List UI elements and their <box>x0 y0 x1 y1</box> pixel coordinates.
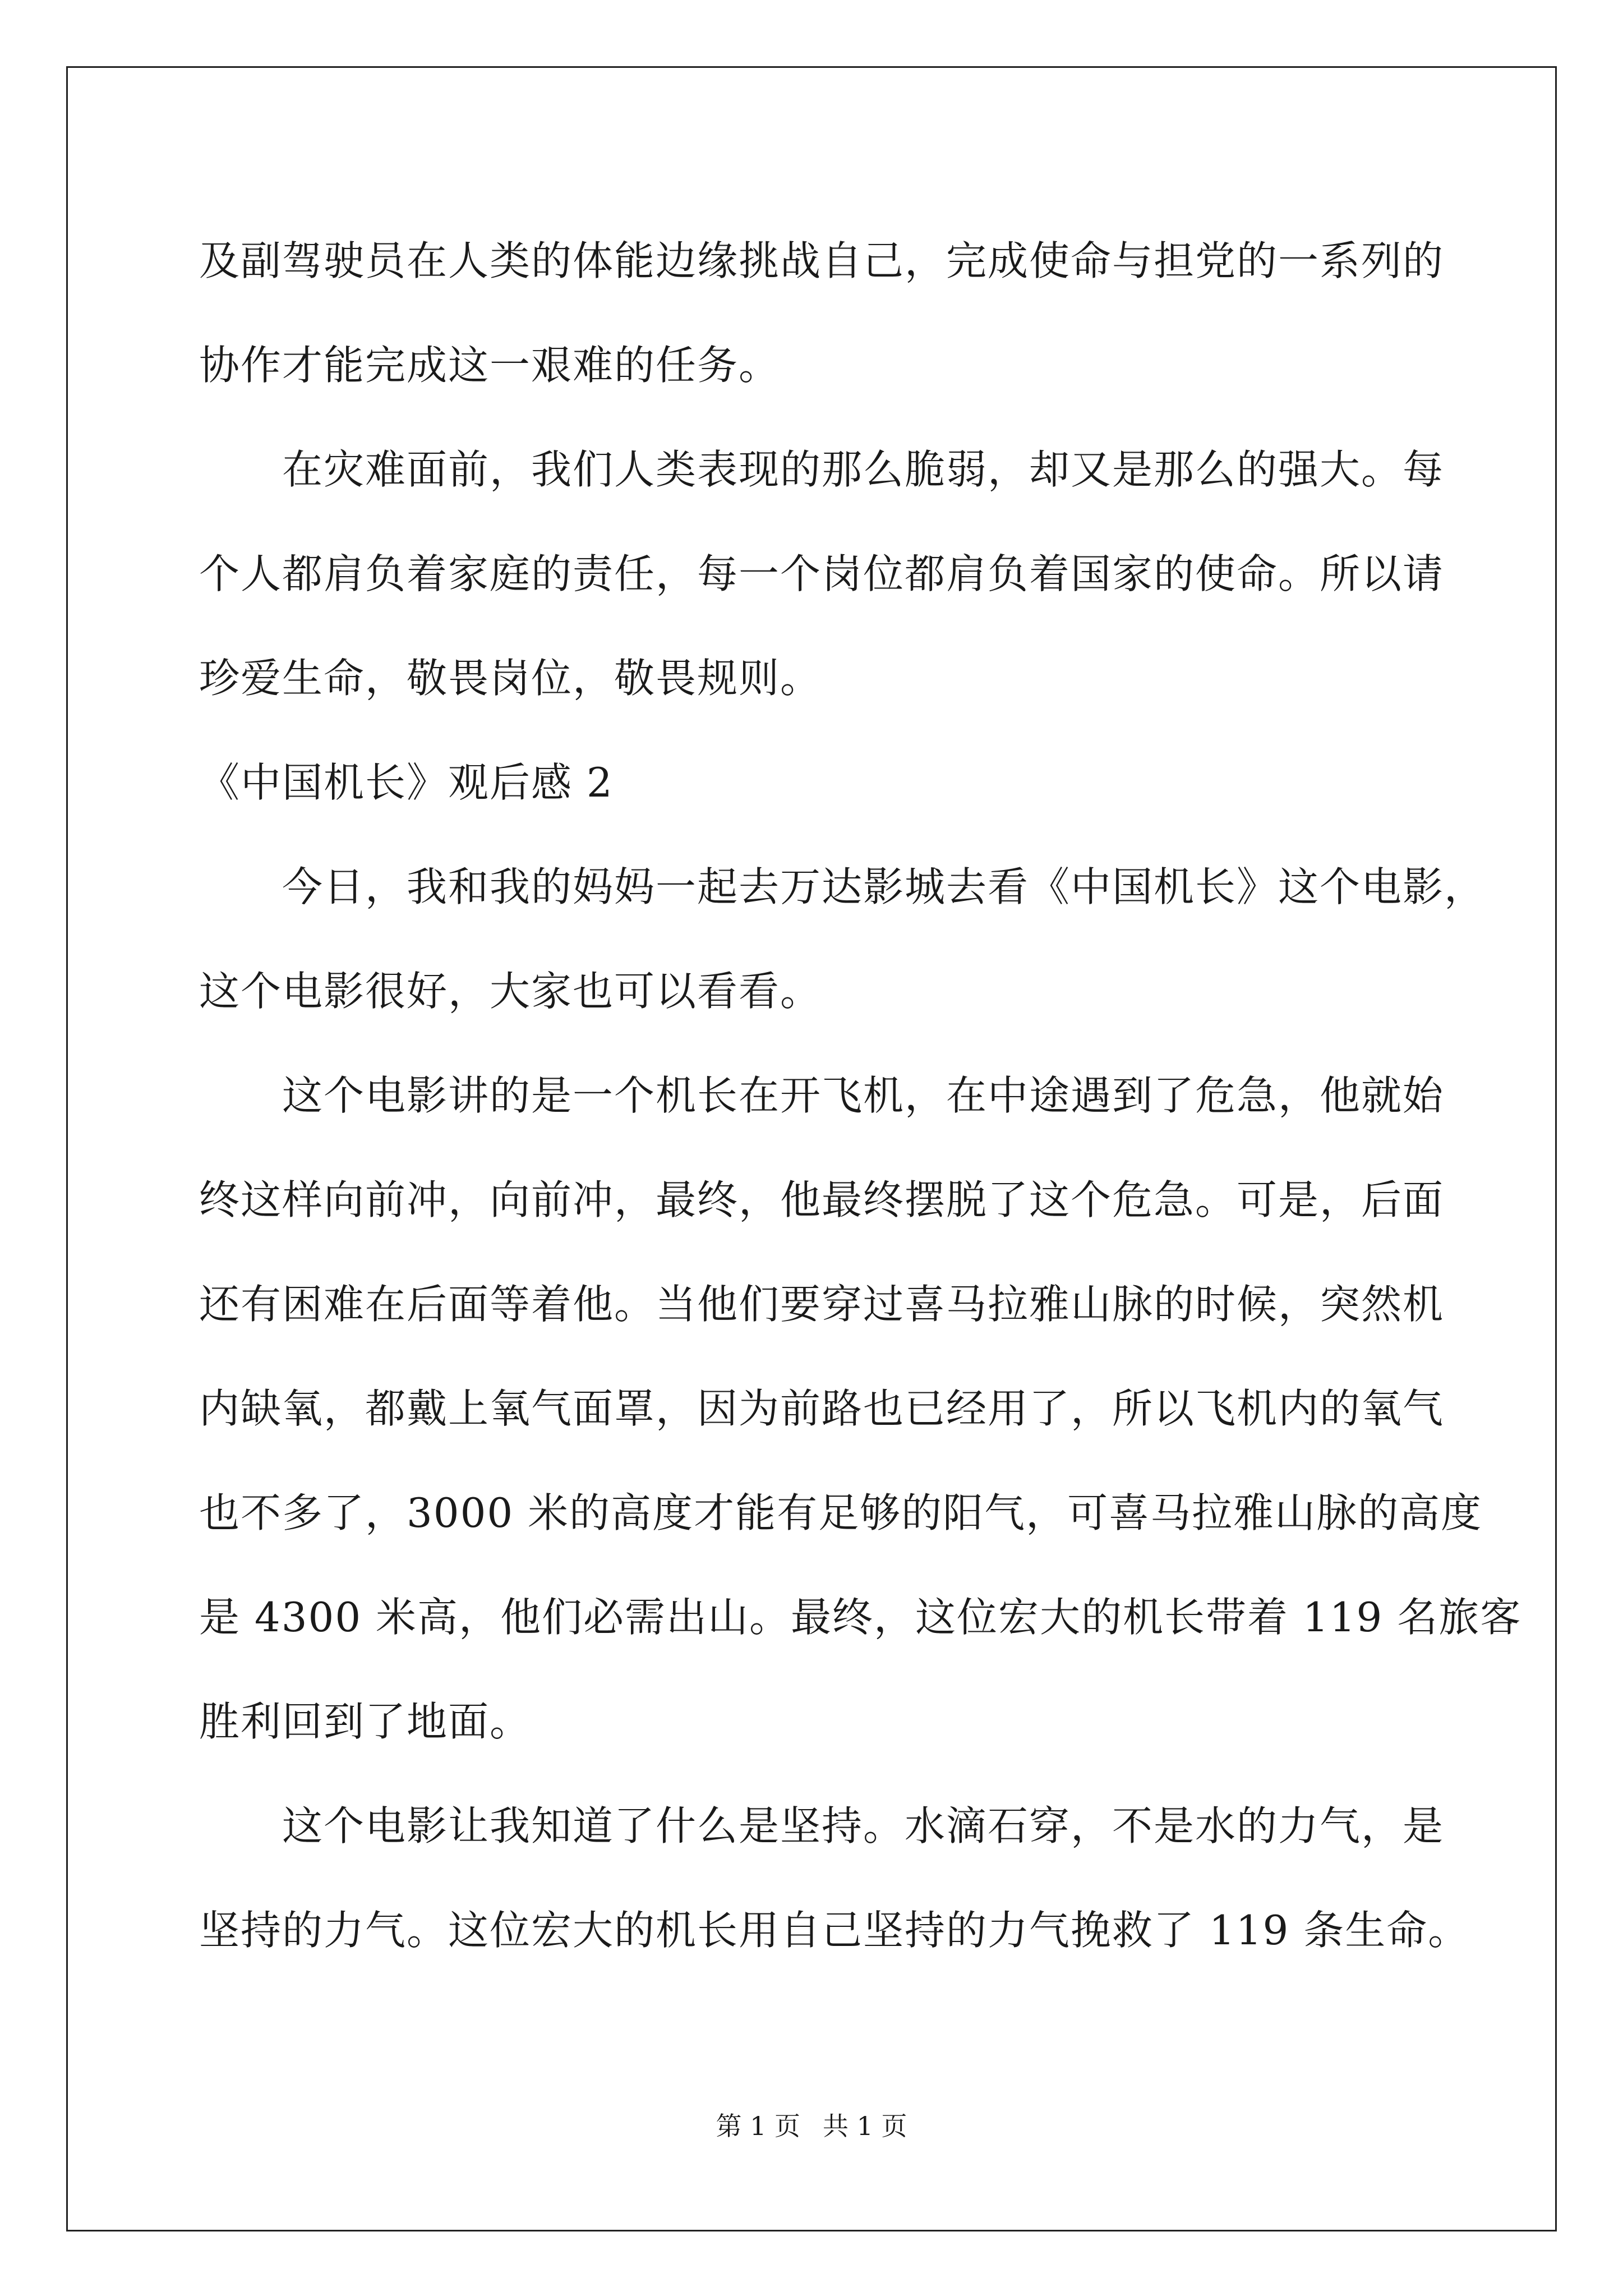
text-line: 胜利回到了地面。 <box>199 1698 532 1745</box>
text-line: 这个电影很好，大家也可以看看。 <box>199 968 822 1015</box>
text-line: 个人都肩负着家庭的责任，每一个岗位都肩负着国家的使命。所以请 <box>199 550 1445 597</box>
text-line: 这个电影让我知道了什么是坚持。水滴石穿，不是水的力气，是 <box>282 1802 1445 1849</box>
text-line: 珍爱生命，敬畏岗位，敬畏规则。 <box>199 655 822 702</box>
page-total: 共 1 页 <box>823 2111 907 2141</box>
text-line: 及副驾驶员在人类的体能边缘挑战自己，完成使命与担党的一系列的 <box>199 237 1445 284</box>
text-line: 坚持的力气。这位宏大的机长用自己坚持的力气挽救了 119 条生命。 <box>199 1907 1470 1954</box>
text-line: 内缺氧，都戴上氧气面罩，因为前路也已经用了，所以飞机内的氧气 <box>199 1385 1445 1432</box>
text-line: 今日，我和我的妈妈一起去万达影城去看《中国机长》这个电影， <box>282 863 1486 910</box>
page-footer <box>0 2109 1623 2143</box>
text-line: 是 4300 米高，他们必需出山。最终，这位宏大的机长带着 119 名旅客 <box>199 1594 1522 1641</box>
text-line: 协作才能完成这一艰难的任务。 <box>199 342 781 389</box>
document-body <box>199 209 1522 1982</box>
section-title: 《中国机长》观后感 2 <box>199 759 614 806</box>
text-line: 还有困难在后面等着他。当他们要穿过喜马拉雅山脉的时候，突然机 <box>199 1281 1445 1328</box>
page-number: 第 1 页 <box>716 2111 800 2141</box>
text-line: 这个电影讲的是一个机长在开飞机，在中途遇到了危急，他就始 <box>282 1072 1445 1119</box>
text-line: 也不多了，3000 米的高度才能有足够的阳气，可喜马拉雅山脉的高度 <box>199 1489 1483 1536</box>
text-line: 在灾难面前，我们人类表现的那么脆弱，却又是那么的强大。每 <box>282 446 1445 493</box>
text-line: 终这样向前冲，向前冲，最终，他最终摆脱了这个危急。可是，后面 <box>199 1176 1445 1223</box>
